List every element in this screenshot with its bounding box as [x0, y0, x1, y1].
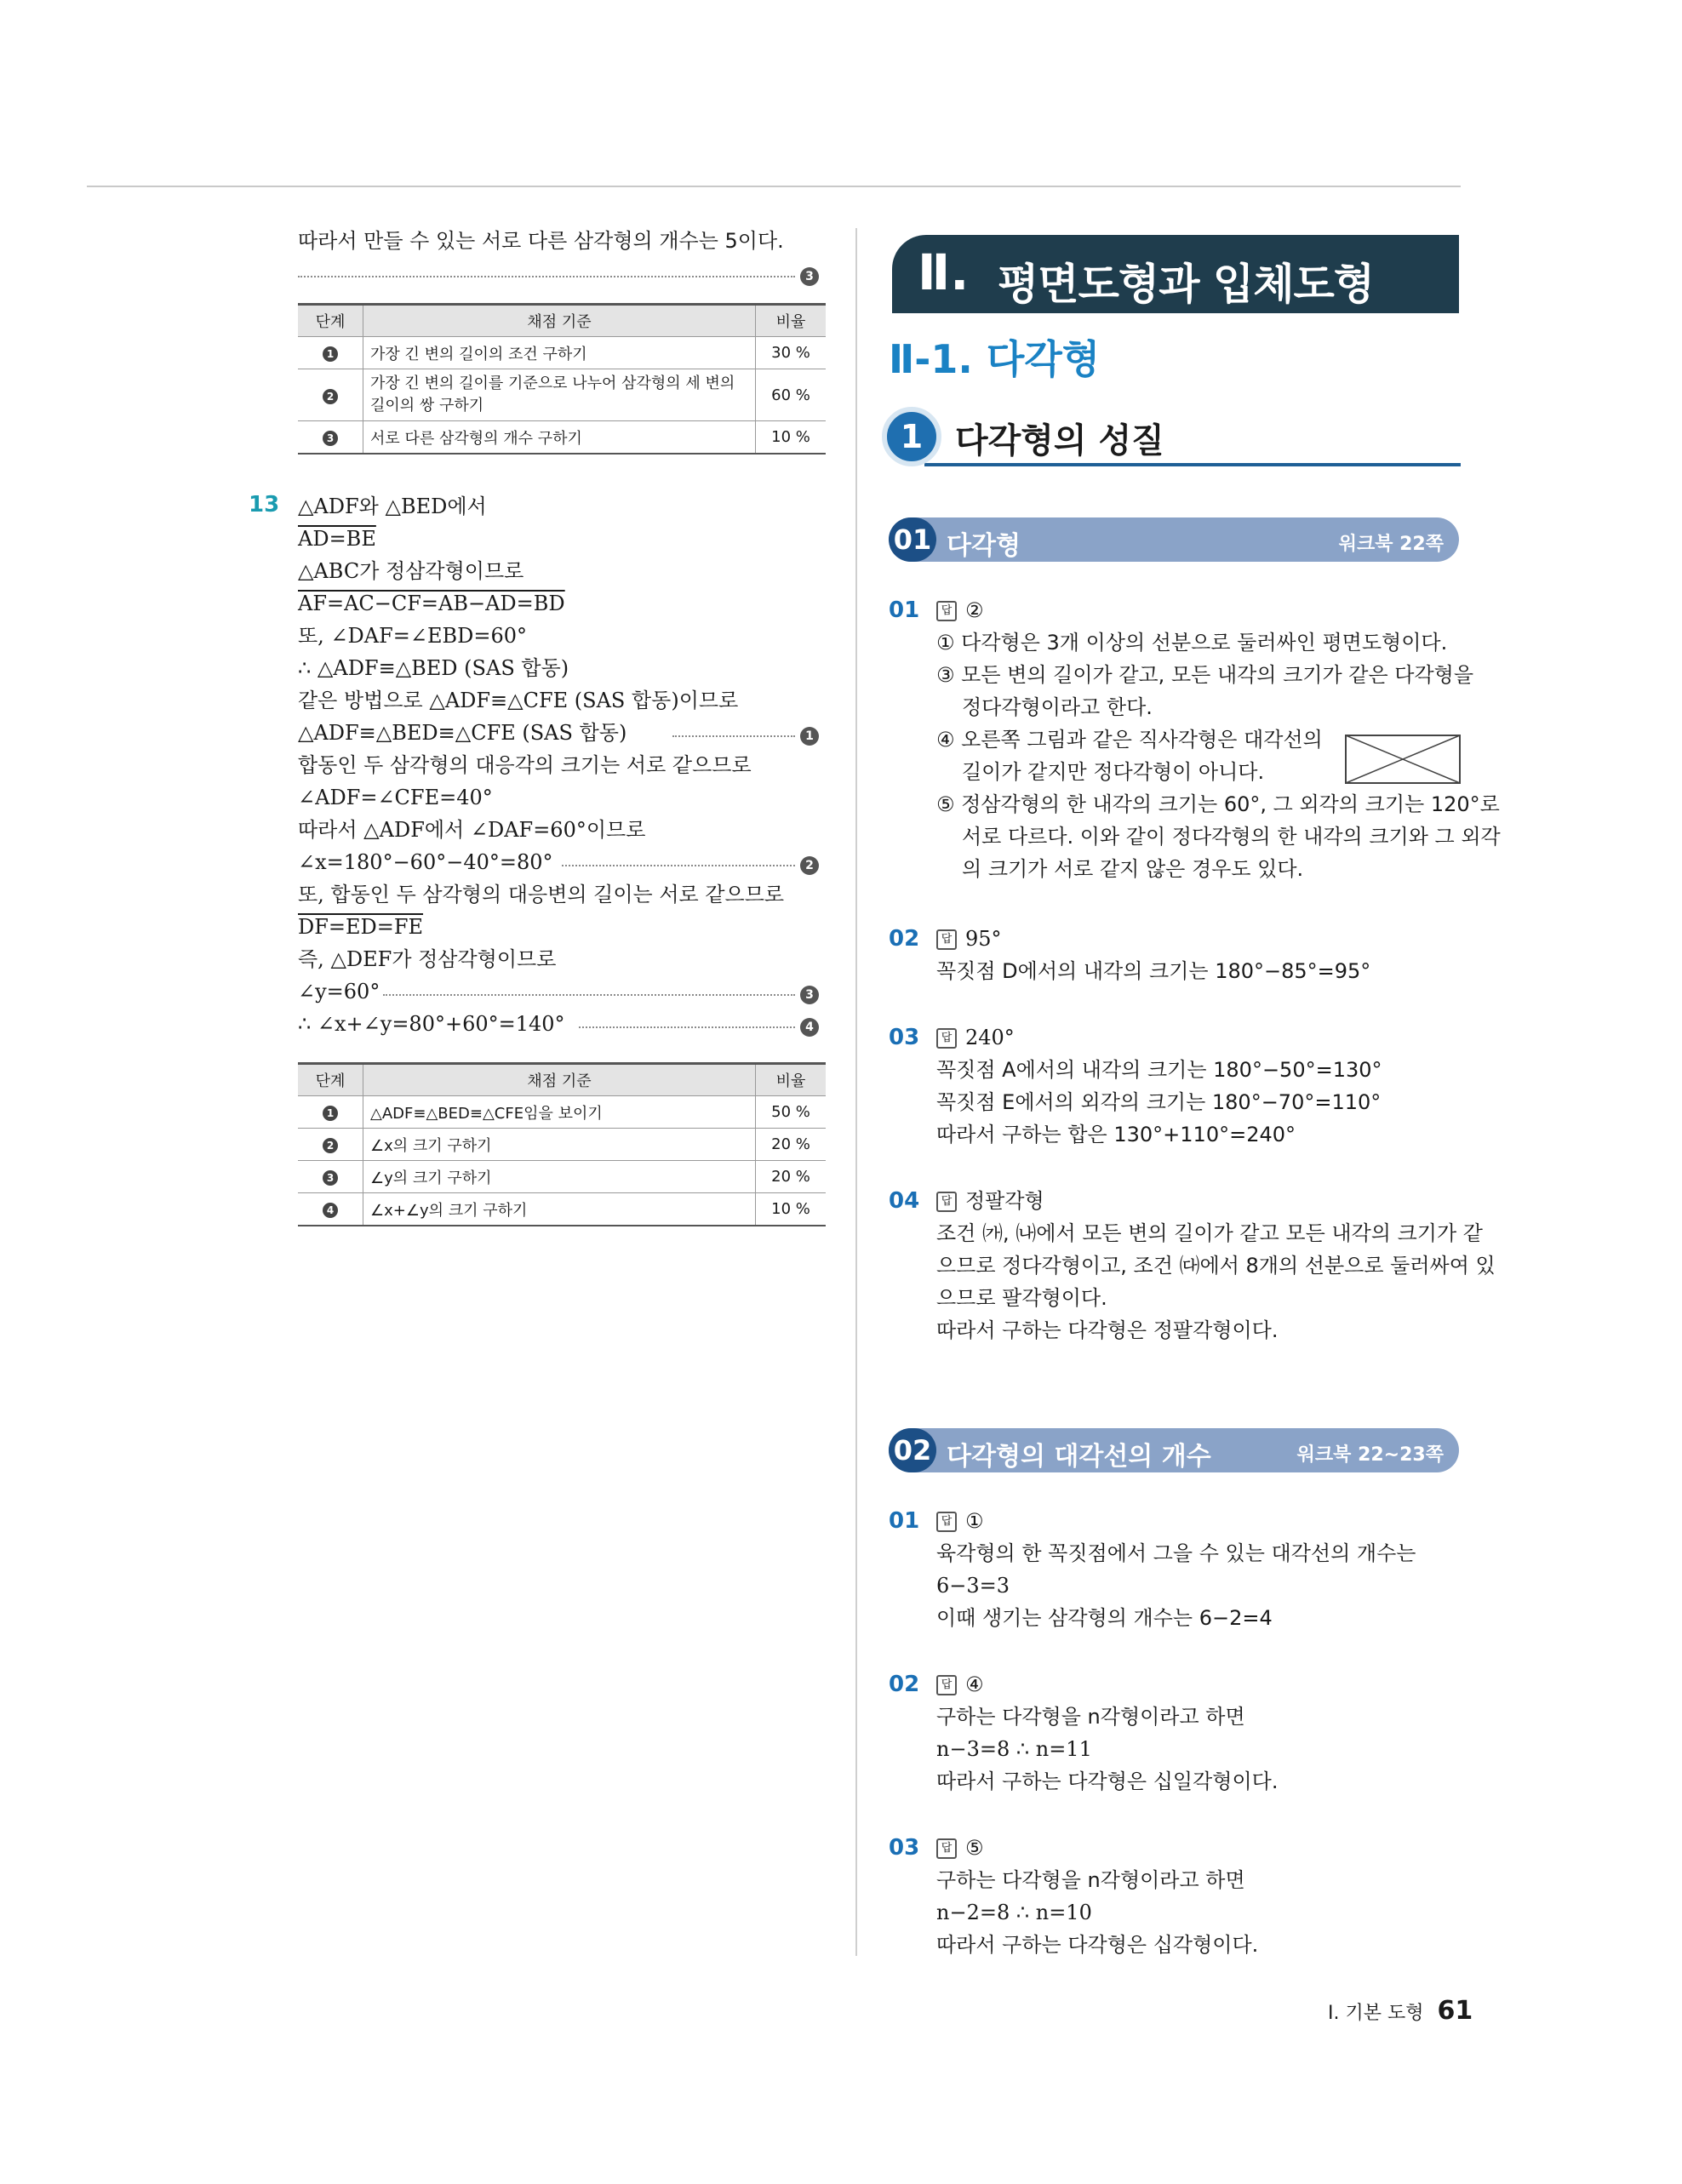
- solution-line: 길이가 같지만 정다각형이 아니다.: [962, 760, 1265, 784]
- solution-line: ∠y=60°: [298, 980, 380, 1003]
- table-header: 단계: [298, 1064, 363, 1096]
- answer: ②: [965, 598, 984, 622]
- question-number: 01: [889, 597, 920, 623]
- question-number: 02: [889, 926, 920, 952]
- table-header: 채점 기준: [363, 1064, 756, 1096]
- solution-line: 구하는 다각형을 n각형이라고 하면: [936, 1868, 1245, 1892]
- solution-line: 의 크기가 서로 같지 않은 경우도 있다.: [962, 857, 1304, 881]
- solution-line: AD=BE: [298, 527, 376, 551]
- solution-line: 합동인 두 삼각형의 대응각의 크기는 서로 같으므로: [298, 753, 752, 777]
- solution-line: △ABC가 정삼각형이므로: [298, 559, 524, 583]
- dot-leader: [298, 276, 795, 277]
- section-heading: [882, 407, 1461, 466]
- topic-number: 01: [889, 517, 936, 562]
- solution-line: 따라서 △ADF에서 ∠DAF=60°이므로: [298, 818, 646, 842]
- topic-title: 다각형: [947, 531, 1021, 561]
- workbook-ref: 워크북 22~23쪽: [1296, 1444, 1444, 1466]
- solution-line: 또, ∠DAF=∠EBD=60°: [298, 624, 528, 648]
- table-cell: ∠x+∠y의 크기 구하기: [363, 1193, 756, 1226]
- table-cell: 20 %: [756, 1161, 827, 1193]
- answer-icon: 답: [936, 1838, 957, 1859]
- table-header: 채점 기준: [363, 305, 756, 337]
- question-number: 04: [889, 1188, 920, 1214]
- answer: ④: [965, 1672, 984, 1696]
- answer-icon: 답: [936, 601, 957, 621]
- table-cell: 50 %: [756, 1096, 827, 1129]
- solution-line: ∴ ∠x+∠y=80°+60°=140°: [298, 1012, 565, 1036]
- question-number: 13: [249, 492, 280, 517]
- table-row: [298, 337, 826, 369]
- table-cell: ∠y의 크기 구하기: [363, 1161, 756, 1193]
- solution-line: 따라서 구하는 다각형은 정팔각형이다.: [936, 1318, 1279, 1342]
- solution-line: ∠ADF=∠CFE=40°: [298, 786, 493, 809]
- topic-title: 다각형의 대각선의 개수: [947, 1442, 1211, 1472]
- solution-line: 조건 ㈎, ㈏에서 모든 변의 길이가 같고 모든 내각의 크기가 같: [936, 1221, 1483, 1245]
- table-row: [298, 369, 826, 421]
- solution-line: 즉, △DEF가 정삼각형이므로: [298, 947, 557, 971]
- question-number: 02: [889, 1672, 920, 1697]
- solution-line: AF=AC−CF=AB−AD=BD: [298, 592, 565, 615]
- scoring-table-1: [298, 303, 826, 455]
- table-cell: 서로 다른 삼각형의 개수 구하기: [363, 421, 756, 455]
- chapter-banner: [892, 235, 1459, 313]
- table-header: 비율: [756, 1064, 827, 1096]
- table-cell: 30 %: [756, 337, 827, 369]
- solution-line: 따라서 구하는 합은 130°+110°=240°: [936, 1123, 1296, 1146]
- answer-icon: 답: [936, 929, 957, 950]
- sub-chapter-title: Ⅱ-1. 다각형: [889, 336, 1101, 382]
- solution-line: n−2=8 ∴ n=10: [936, 1901, 1092, 1924]
- table-row: [298, 1129, 826, 1161]
- table-row: [298, 1193, 826, 1226]
- dot-leader: [672, 735, 795, 737]
- solution-line: 구하는 다각형을 n각형이라고 하면: [936, 1705, 1245, 1729]
- solution-line: △ADF≡△BED≡△CFE (SAS 합동): [298, 721, 627, 745]
- question-number: 03: [889, 1835, 920, 1861]
- section-number: 1: [882, 407, 941, 466]
- solution-line: 으므로 팔각형이다.: [936, 1286, 1107, 1310]
- step-bullet: 3: [323, 431, 338, 446]
- table-cell: △ADF≡△BED≡△CFE임을 보이기: [363, 1096, 756, 1129]
- table-row: [298, 1096, 826, 1129]
- solution-line: ④ 오른쪽 그림과 같은 직사각형은 대각선의: [936, 728, 1323, 752]
- dot-leader: [579, 1026, 795, 1028]
- solution-line: ① 다각형은 3개 이상의 선분으로 둘러싸인 평면도형이다.: [936, 631, 1448, 655]
- question-number: 03: [889, 1025, 920, 1050]
- solution-line: ∴ △ADF≡△BED (SAS 합동): [298, 656, 569, 680]
- step-mark: 4: [800, 1018, 819, 1037]
- table-header: 단계: [298, 305, 363, 337]
- solution-line: ⑤ 정삼각형의 한 내각의 크기는 60°, 그 외각의 크기는 120°로: [936, 792, 1500, 816]
- solution-line: 따라서 구하는 다각형은 십일각형이다.: [936, 1769, 1279, 1793]
- table-cell: ∠x의 크기 구하기: [363, 1129, 756, 1161]
- step-mark: 2: [800, 856, 819, 875]
- question-number: 01: [889, 1508, 920, 1534]
- solution-line: 이때 생기는 삼각형의 개수는 6−2=4: [936, 1606, 1273, 1630]
- solution-line: 서로 다르다. 이와 같이 정다각형의 한 내각의 크기와 그 외각: [962, 825, 1501, 849]
- solution-line: 또, 합동인 두 삼각형의 대응변의 길이는 서로 같으므로: [298, 883, 785, 906]
- solution-line: 6−3=3: [936, 1574, 1010, 1598]
- answer: ①: [965, 1509, 984, 1533]
- solution-line: n−3=8 ∴ n=11: [936, 1737, 1092, 1761]
- step-bullet: 1: [323, 346, 338, 362]
- step-mark: 3: [800, 267, 819, 286]
- step-bullet: 4: [323, 1203, 338, 1218]
- solution-line: 으므로 정다각형이고, 조건 ㈐에서 8개의 선분으로 둘러싸여 있: [936, 1254, 1496, 1278]
- step-mark: 3: [800, 986, 819, 1004]
- answer-icon: 답: [936, 1028, 957, 1049]
- chapter-title: 평면도형과 입체도형: [998, 260, 1375, 309]
- answer-icon: 답: [936, 1512, 957, 1532]
- workbook-ref: 워크북 22쪽: [1338, 534, 1444, 555]
- table-cell: 60 %: [756, 369, 827, 421]
- table-row: [298, 1161, 826, 1193]
- rectangle-diagonal-figure: [1345, 735, 1461, 784]
- step-bullet: 3: [323, 1170, 338, 1186]
- solution-line: 따라서 구하는 다각형은 십각형이다.: [936, 1933, 1259, 1957]
- page-number: 61: [1437, 1996, 1473, 2026]
- solution-line: ∠x=180°−60°−40°=80°: [298, 850, 553, 874]
- step-bullet: 2: [323, 1138, 338, 1153]
- step-bullet: 1: [323, 1106, 338, 1121]
- step-mark: 1: [800, 727, 819, 746]
- topic-number: 02: [889, 1428, 936, 1472]
- footer-section: Ⅰ. 기본 도형: [1328, 2003, 1424, 2024]
- dot-leader: [562, 865, 795, 866]
- solution-line: 같은 방법으로 △ADF≡△CFE (SAS 합동)이므로: [298, 689, 739, 712]
- solution-line: DF=ED=FE: [298, 915, 424, 939]
- answer-icon: 답: [936, 1192, 957, 1212]
- solution-line: 꼭짓점 D에서의 내각의 크기는 180°−85°=95°: [936, 959, 1371, 983]
- section-title: 다각형의 성질: [955, 421, 1164, 460]
- table-cell: 가장 긴 변의 길이의 조건 구하기: [363, 337, 756, 369]
- table-cell: 가장 긴 변의 길이를 기준으로 나누어 삼각형의 세 변의 길이의 쌍 구하기: [363, 369, 756, 421]
- dot-leader: [383, 994, 795, 996]
- solution-line: 정다각형이라고 한다.: [962, 695, 1153, 719]
- topic-bar-1: [889, 517, 1459, 562]
- answer: 95°: [965, 927, 1002, 951]
- top-rule: [87, 186, 1461, 187]
- page-footer: [1328, 1996, 1473, 2026]
- intro-text: 따라서 만들 수 있는 서로 다른 삼각형의 개수는 5이다.: [298, 229, 784, 253]
- answer: 240°: [965, 1026, 1015, 1049]
- solution-line: 꼭짓점 A에서의 내각의 크기는 180°−50°=130°: [936, 1058, 1382, 1082]
- solution-line: 꼭짓점 E에서의 외각의 크기는 180°−70°=110°: [936, 1090, 1382, 1114]
- answer: ⑤: [965, 1836, 984, 1860]
- topic-bar-2: [889, 1428, 1459, 1472]
- scoring-table-2: [298, 1062, 826, 1226]
- table-cell: 10 %: [756, 1193, 827, 1226]
- step-bullet: 2: [323, 389, 338, 404]
- table-cell: 20 %: [756, 1129, 827, 1161]
- solution-line: 육각형의 한 꼭짓점에서 그을 수 있는 대각선의 개수는: [936, 1541, 1416, 1565]
- chapter-number: Ⅱ.: [918, 243, 970, 301]
- section-rule: [924, 463, 1461, 466]
- table-cell: 10 %: [756, 421, 827, 455]
- table-row: [298, 421, 826, 455]
- answer: 정팔각형: [965, 1189, 1044, 1213]
- solution-line: ③ 모든 변의 길이가 같고, 모든 내각의 크기가 같은 다각형을: [936, 663, 1474, 687]
- table-header: 비율: [756, 305, 827, 337]
- solution-line: △ADF와 △BED에서: [298, 495, 487, 518]
- answer-icon: 답: [936, 1675, 957, 1695]
- column-divider: [855, 228, 857, 1956]
